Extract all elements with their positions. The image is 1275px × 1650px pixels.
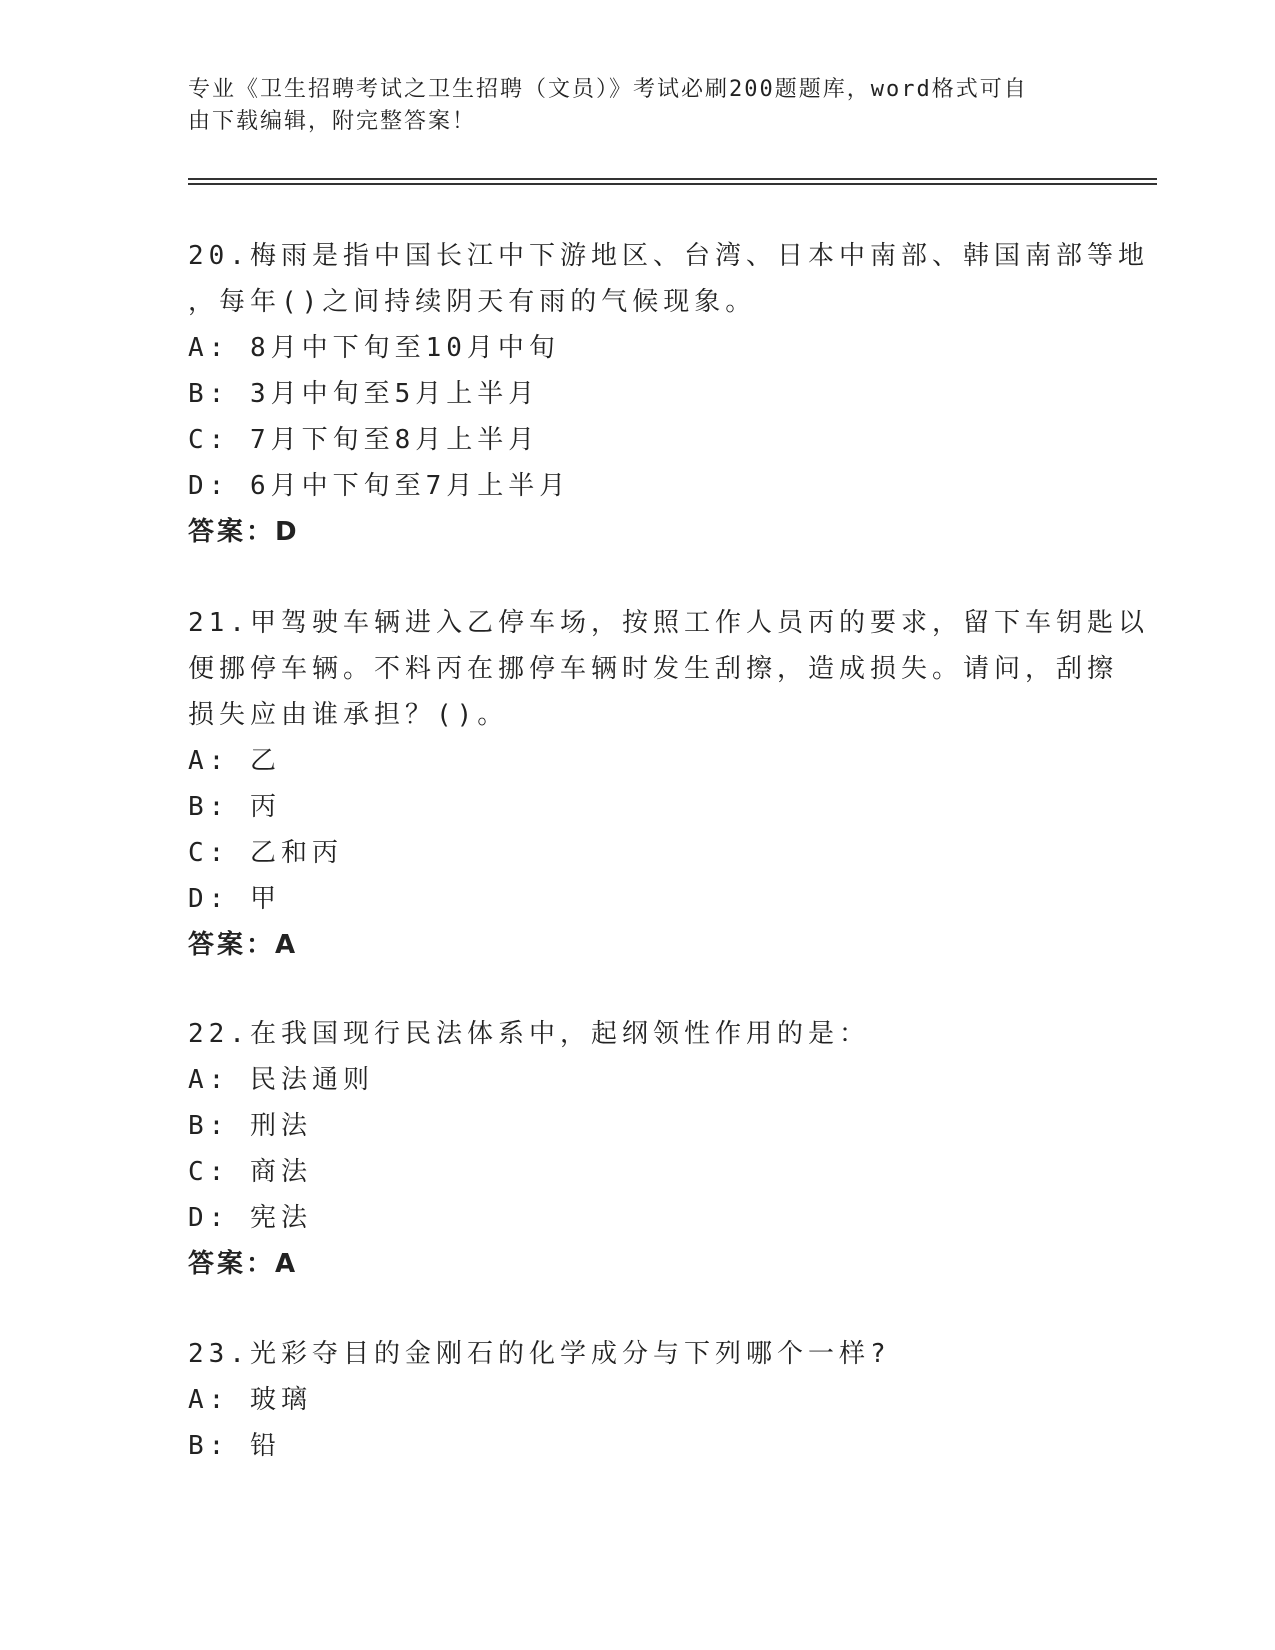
option-c: C: 乙和丙 (188, 838, 343, 868)
question-text-line: 便挪停车辆。不料丙在挪停车辆时发生刮擦，造成损失。请问，刮擦 (188, 654, 1119, 684)
option-d: D: 甲 (188, 884, 281, 914)
option-c: C: 商法 (188, 1157, 312, 1187)
question-20 (188, 233, 1149, 555)
question-23 (188, 1331, 1088, 1469)
document-header (188, 74, 1088, 138)
answer-line: 答案：D (188, 517, 300, 547)
answer-line: 答案：A (188, 1249, 299, 1279)
option-a: A: 8月中下旬至10月中旬 (188, 333, 560, 363)
option-c: C: 7月下旬至8月上半月 (188, 425, 540, 455)
answer-line: 答案：A (188, 930, 299, 960)
header-line-2: 由下载编辑，附完整答案！ (188, 109, 477, 134)
question-text-line: 20.梅雨是指中国长江中下游地区、台湾、日本中南部、韩国南部等地 (188, 241, 1149, 271)
header-divider-top (188, 178, 1157, 180)
option-a: A: 民法通则 (188, 1065, 374, 1095)
header-divider-bottom (188, 183, 1157, 185)
question-text-line: ，每年()之间持续阴天有雨的气候现象。 (188, 287, 757, 317)
question-text-line: 23.光彩夺目的金刚石的化学成分与下列哪个一样? (188, 1339, 891, 1369)
option-b: B: 铅 (188, 1431, 281, 1461)
question-text-line: 21.甲驾驶车辆进入乙停车场，按照工作人员丙的要求，留下车钥匙以 (188, 608, 1149, 638)
option-b: B: 刑法 (188, 1111, 312, 1141)
option-b: B: 丙 (188, 792, 281, 822)
question-text-line: 22.在我国现行民法体系中，起纲领性作用的是： (188, 1019, 870, 1049)
option-d: D: 宪法 (188, 1203, 312, 1233)
option-a: A: 玻璃 (188, 1385, 312, 1415)
question-text-line: 损失应由谁承担？()。 (188, 700, 509, 730)
question-22 (188, 1011, 1088, 1287)
question-21 (188, 600, 1149, 968)
option-a: A: 乙 (188, 746, 281, 776)
option-b: B: 3月中旬至5月上半月 (188, 379, 540, 409)
header-line-1: 专业《卫生招聘考试之卫生招聘（文员）》考试必刷200题题库，word格式可自 (188, 77, 1028, 102)
option-d: D: 6月中下旬至7月上半月 (188, 471, 571, 501)
